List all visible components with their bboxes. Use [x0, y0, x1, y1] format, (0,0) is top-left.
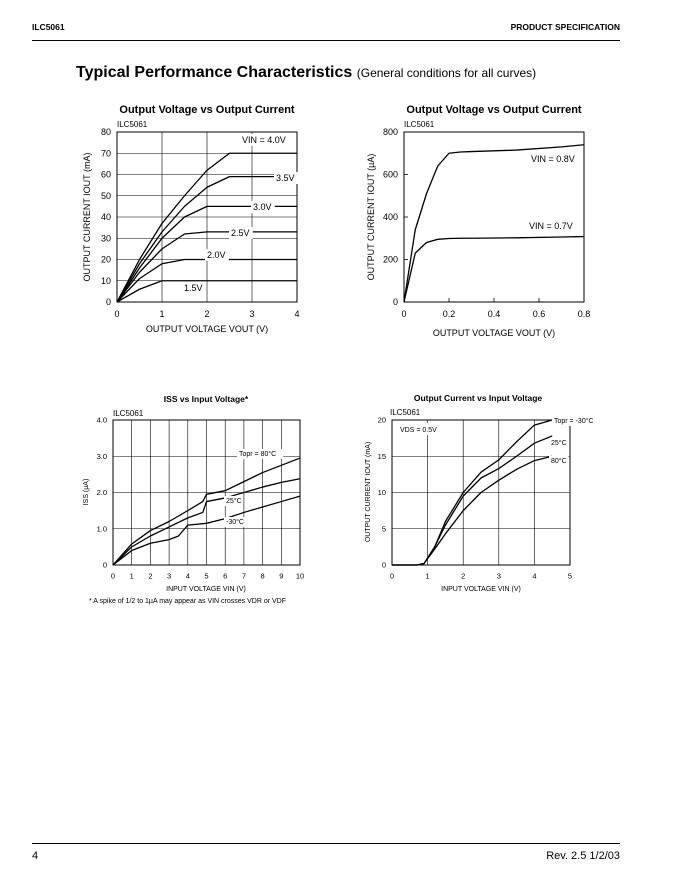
- series-label-0: VIN = 0.8V: [531, 154, 575, 164]
- y-tick-label: 1.0: [96, 524, 107, 534]
- x-tick-label: 0: [389, 571, 395, 581]
- chart-title: Output Voltage vs Output Current: [406, 104, 582, 116]
- x-tick-label: 0: [401, 309, 407, 319]
- x-axis-label: INPUT VOLTAGE VIN (V): [166, 586, 246, 593]
- x-tick-label: 5: [567, 571, 573, 581]
- x-tick-label: 3: [167, 571, 172, 581]
- series-label-4: 2.0V: [207, 250, 226, 260]
- y-tick-label: 800: [382, 127, 398, 138]
- series-label-0: VIN = 4.0V: [242, 135, 286, 145]
- series-label-1: 3.5V: [276, 173, 295, 183]
- series-label-2: 3.0V: [253, 202, 272, 212]
- chart-title: Output Current vs Input Voltage: [413, 393, 543, 403]
- y-tick-label: 15: [377, 451, 386, 461]
- series-label-0: Topr = 80°C: [239, 451, 277, 458]
- y-tick-label: 0: [381, 560, 386, 570]
- x-tick-label: 1: [159, 309, 165, 319]
- x-axis-label: OUTPUT VOLTAGE VOUT (V): [145, 324, 269, 334]
- y-tick-label: 30: [100, 233, 111, 244]
- series-label-0: Topr = -30°C: [554, 418, 594, 425]
- section-title-main: Typical Performance Characteristics: [76, 64, 353, 81]
- footer-revision: Rev. 2.5 1/2/03: [546, 850, 620, 862]
- y-tick-label: 3.0: [96, 451, 107, 461]
- y-tick-label: 200: [382, 254, 398, 265]
- y-tick-label: 400: [382, 212, 398, 223]
- series-line-1: [392, 436, 552, 565]
- series-line-1: [404, 237, 584, 302]
- series-line-2: [392, 456, 552, 565]
- footer-rule: [32, 843, 620, 844]
- x-tick-label: 5: [204, 571, 209, 581]
- y-tick-label: 600: [382, 169, 398, 180]
- series-label-1: 25°C: [226, 498, 242, 505]
- y-axis-label: ISS (µA): [83, 478, 90, 506]
- part-label: ILC5061: [390, 408, 421, 417]
- chart-1-output-voltage-vs-current: [0, 0, 340, 380]
- header-document-type: PRODUCT SPECIFICATION: [510, 22, 620, 32]
- part-label: ILC5061: [113, 409, 144, 418]
- y-tick-label: 10: [100, 275, 111, 286]
- part-label: ILC5061: [404, 120, 435, 129]
- x-tick-label: 4: [532, 571, 537, 581]
- y-tick-label: 5: [381, 524, 386, 534]
- y-tick-label: 20: [377, 415, 386, 425]
- footer-page-number: 4: [32, 850, 39, 862]
- y-axis-label: OUTPUT CURRENT IOUT (µA): [366, 153, 376, 281]
- section-title-note: (General conditions for all curves): [356, 66, 537, 80]
- header-part-number: ILC5061: [32, 22, 65, 32]
- y-tick-label: 4.0: [96, 415, 107, 425]
- x-tick-label: 6: [223, 571, 228, 581]
- x-axis-label: OUTPUT VOLTAGE VOUT (V): [432, 328, 556, 338]
- y-tick-label: 0: [102, 560, 107, 570]
- y-tick-label: 2.0: [96, 488, 107, 498]
- series-label-3: 2.5V: [231, 228, 250, 238]
- x-axis-label: INPUT VOLTAGE VIN (V): [441, 586, 521, 593]
- x-tick-label: 9: [279, 571, 284, 581]
- series-label-1: VIN = 0.7V: [529, 221, 573, 231]
- x-tick-label: 0: [110, 571, 116, 581]
- series-label-5: 1.5V: [184, 283, 203, 293]
- chart-3-iss-vs-input-voltage: [0, 380, 340, 630]
- x-tick-label: 8: [260, 571, 265, 581]
- y-tick-label: 10: [377, 488, 386, 498]
- y-tick-label: 0: [105, 297, 111, 308]
- x-tick-label: 2: [461, 571, 466, 581]
- chart-4-output-current-vs-input-voltage: [340, 380, 680, 630]
- y-axis-label: OUTPUT CURRENT IOUT (mA): [82, 152, 92, 282]
- x-tick-label: 0.6: [532, 309, 546, 319]
- part-label: ILC5061: [117, 120, 148, 129]
- y-tick-label: 80: [100, 127, 111, 138]
- series-label-2: 80°C: [551, 458, 567, 465]
- x-tick-label: 2: [204, 309, 210, 319]
- x-tick-label: 7: [241, 571, 246, 581]
- x-tick-label: 0.2: [442, 309, 456, 319]
- x-tick-label: 4: [185, 571, 190, 581]
- y-tick-label: 20: [100, 254, 111, 265]
- y-tick-label: 0: [392, 297, 398, 308]
- y-tick-label: 50: [100, 190, 111, 201]
- x-tick-label: 3: [249, 309, 255, 319]
- x-tick-label: 0.4: [487, 309, 501, 319]
- y-tick-label: 40: [100, 212, 111, 223]
- series-label-2: -30°C: [226, 519, 244, 526]
- y-tick-label: 70: [100, 148, 111, 159]
- x-tick-label: 2: [148, 571, 153, 581]
- chart-title: Output Voltage vs Output Current: [119, 104, 295, 116]
- chart-2-output-voltage-vs-current-ua: [340, 0, 680, 380]
- x-tick-label: 3: [496, 571, 501, 581]
- footnote-annotation: * A spike of 1/2 to 1µA may appear as VIN crosses VDR or VDF: [89, 598, 287, 605]
- series-label-1: 25°C: [551, 440, 567, 447]
- x-tick-label: 0.8: [577, 309, 591, 319]
- x-tick-label: 0: [114, 309, 120, 319]
- chart-title: ISS vs Input Voltage*: [163, 394, 249, 404]
- x-tick-label: 10: [295, 571, 305, 581]
- x-tick-label: 1: [129, 571, 134, 581]
- x-tick-label: 1: [425, 571, 430, 581]
- y-tick-label: 60: [100, 169, 111, 180]
- condition-label: VDS = 0.5V: [400, 427, 437, 434]
- y-axis-label: OUTPUT CURRENT IOUT (mA): [365, 441, 372, 543]
- x-tick-label: 4: [294, 309, 300, 319]
